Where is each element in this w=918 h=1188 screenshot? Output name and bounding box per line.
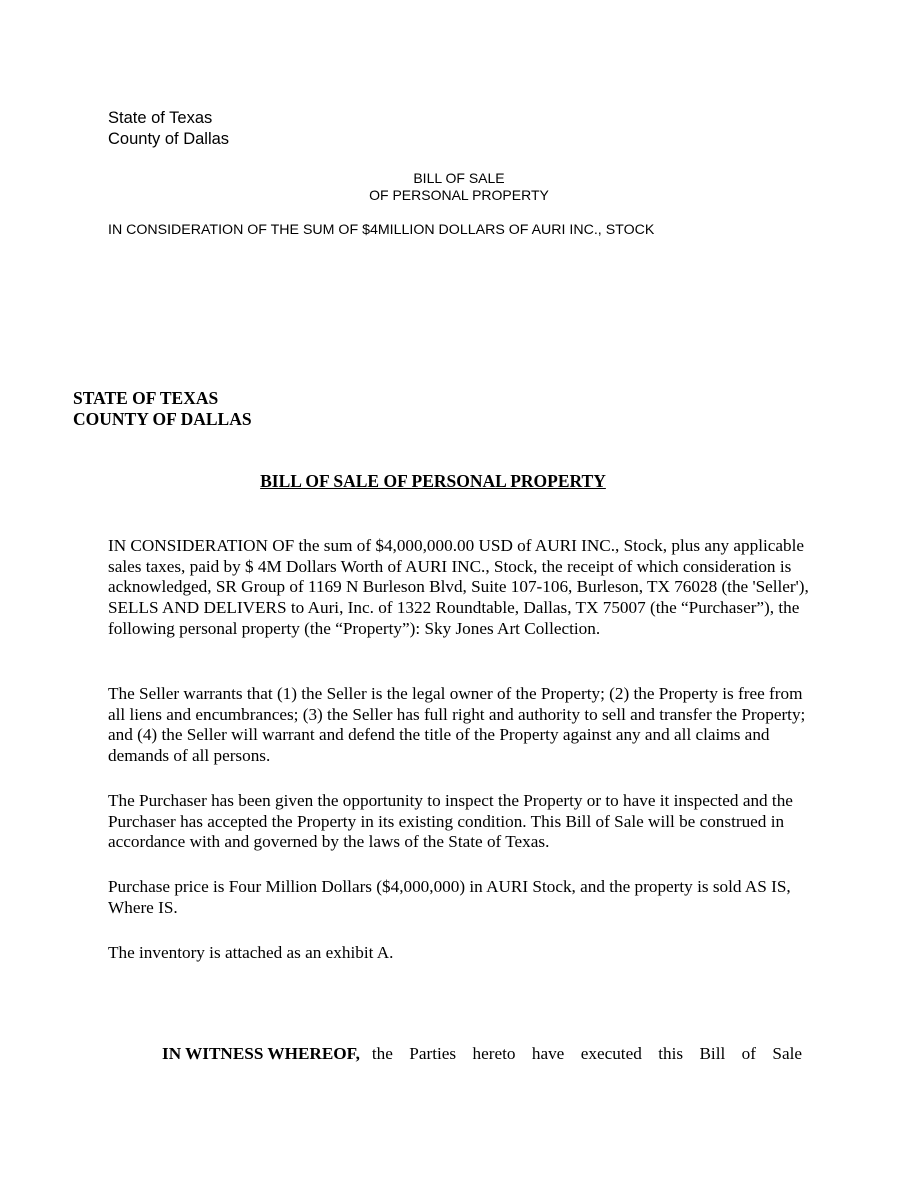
document-jurisdiction <box>73 388 252 430</box>
witness-text: the Parties hereto have executed this Bill of Sale <box>371 1044 802 1063</box>
witness-clause <box>162 1043 802 1064</box>
paragraph-purchase-price: Purchase price is Four Million Dollars ($4,000,000) in AURI Stock, and the property is sold AS IS, Where IS. <box>108 877 791 917</box>
header-title-line1: BILL OF SALE <box>413 170 505 186</box>
document-title: BILL OF SALE OF PERSONAL PROPERTY <box>260 471 606 491</box>
document-state: STATE OF TEXAS <box>73 388 219 408</box>
document-county: COUNTY OF DALLAS <box>73 409 252 429</box>
paragraph-inventory: The inventory is attached as an exhibit A. <box>108 943 394 962</box>
header-jurisdiction <box>108 108 229 150</box>
header-consideration: IN CONSIDERATION OF THE SUM OF $4MILLION DOLLARS OF AURI INC., STOCK <box>108 222 655 238</box>
header-county: County of Dallas <box>108 130 230 148</box>
header-state: State of Texas <box>108 109 213 127</box>
header-title <box>0 170 918 204</box>
paragraph-inspection: The Purchaser has been given the opportunity to inspect the Property or to have it inspected and the Purchaser has accepted the Property in its existing condition. This Bill of Sale will be construed in accordance with and governed by the laws of the State of Texas. <box>108 791 793 852</box>
paragraph-consideration: IN CONSIDERATION OF the sum of $4,000,000.00 USD of AURI INC., Stock, plus any applicable sales taxes, paid by $ 4M Dollars Worth of AURI INC., Stock, the receipt of which consideration is acknowledged, SR Group of 1169 N Burleson Blvd, Suite 107-106, Burleson, TX 76028 (the 'Seller'), SELLS AND DELIVERS to Auri, Inc. of 1322 Roundtable, Dallas, TX 75007 (the “Purchaser”), the following personal property (the “Property”): Sky Jones Art Collection. <box>108 536 809 638</box>
header-title-line2: OF PERSONAL PROPERTY <box>369 187 549 203</box>
paragraph-warranty: The Seller warrants that (1) the Seller is the legal owner of the Property; (2) the Property is free from all liens and encumbrances; (3) the Seller has full right and authority to sell and transfer the Property; and (4) the Seller will warrant and defend the title of the Property against any and all claims and demands of all persons. <box>108 684 806 766</box>
witness-heading: IN WITNESS WHEREOF, <box>162 1044 360 1063</box>
